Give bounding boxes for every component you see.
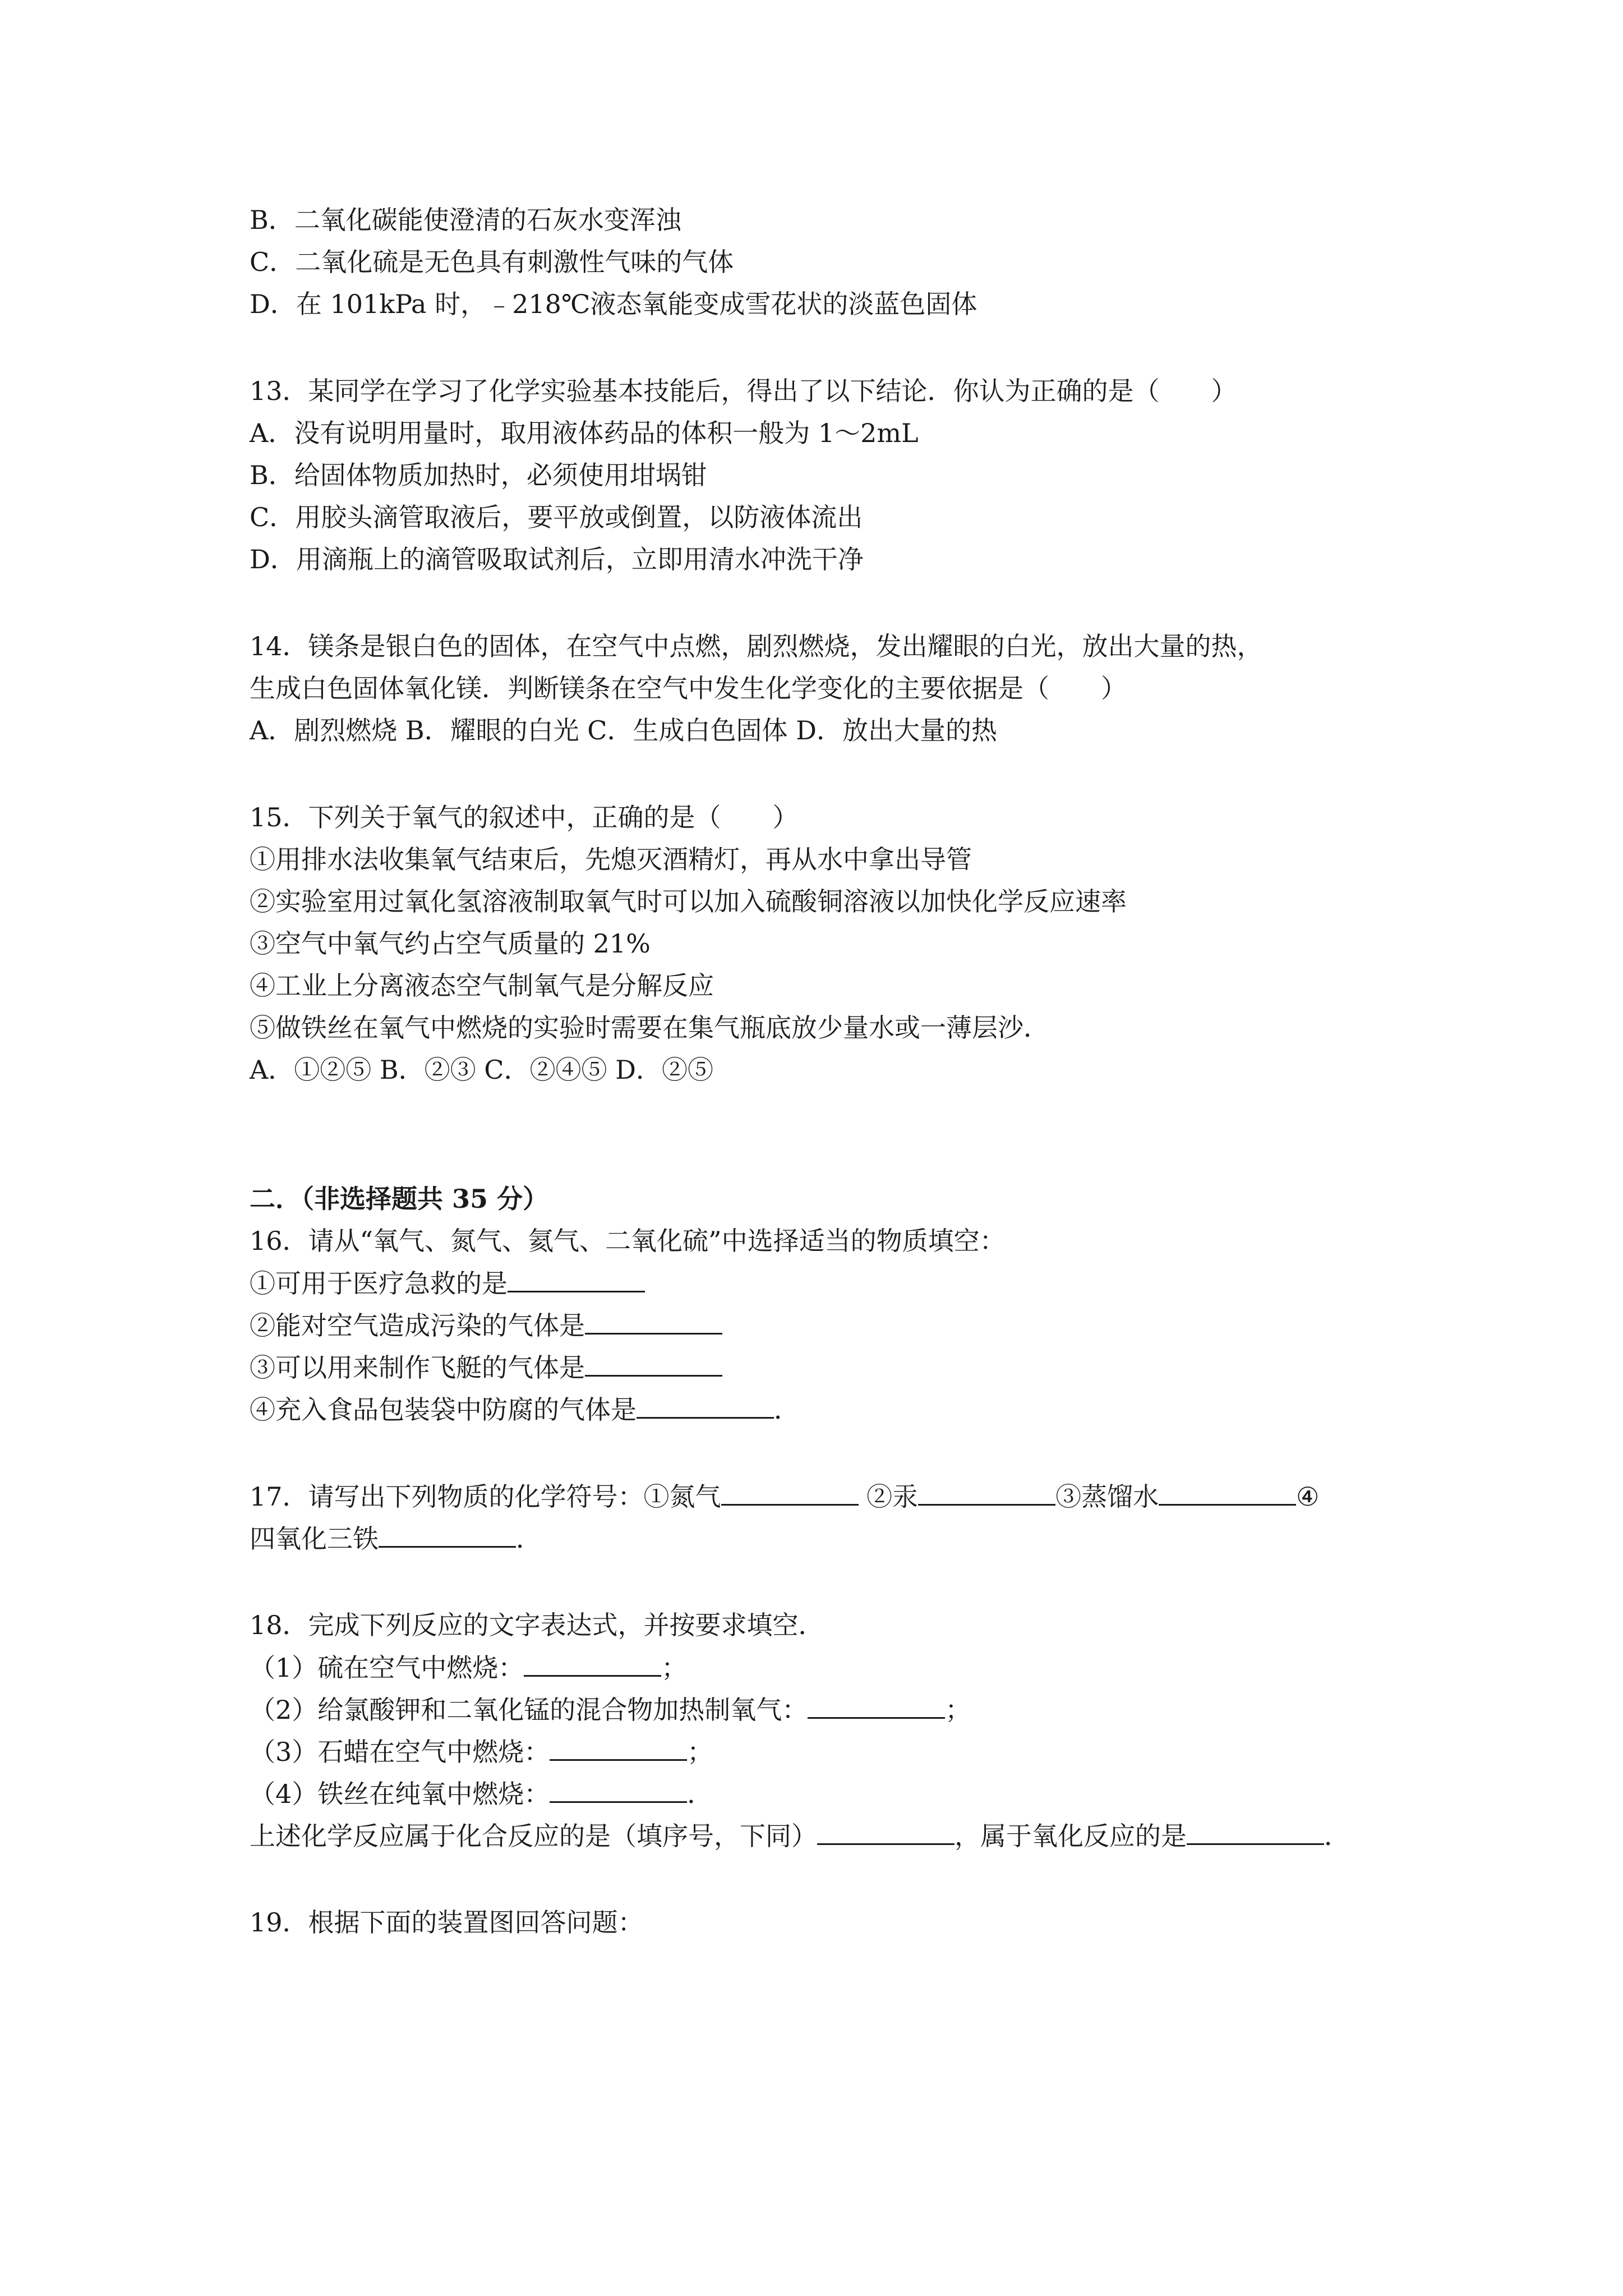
answer-blank[interactable] — [550, 1734, 687, 1761]
q18-item-4 — [250, 1777, 713, 1811]
q17-line2-label: 四氧化三铁 — [250, 1524, 379, 1554]
q18-summary-end: ． — [1324, 1821, 1350, 1851]
q17-part-3: ③蒸馏水 — [1055, 1481, 1159, 1512]
q16-item-4-label: ④充入食品包装袋中防腐的气体是 — [250, 1395, 637, 1425]
q16-stem: 16．请从“氧气、氮气、氦气、二氧化硫”中选择适当的物质填空： — [250, 1226, 1006, 1256]
q17-end-period: ． — [516, 1524, 542, 1554]
q15-statement-4: ④工业上分离液态空气制氧气是分解反应 — [250, 970, 714, 1001]
q13-stem: 13．某同学在学习了化学实验基本技能后，得出了以下结论．你认为正确的是（ ） — [250, 376, 1237, 406]
q18-item-2-end: ； — [945, 1695, 971, 1725]
q12-option-c: C．二氧化硫是无色具有刺激性气味的气体 — [250, 247, 734, 277]
answer-blank[interactable] — [550, 1777, 687, 1803]
q18-item-3-end: ； — [687, 1737, 713, 1767]
q14-stem-line2: 生成白色固体氧化镁．判断镁条在空气中发生化学变化的主要依据是（ ） — [250, 673, 1127, 703]
answer-blank[interactable] — [1159, 1479, 1296, 1506]
q13-option-c: C．用胶头滴管取液后，要平放或倒置，以防液体流出 — [250, 502, 863, 532]
q15-statement-1: ①用排水法收集氧气结束后，先熄灭酒精灯，再从水中拿出导管 — [250, 844, 972, 875]
q18-summary-part2: ，属于氧化反应的是 — [955, 1821, 1187, 1851]
q13-option-d: D．用滴瓶上的滴管吸取试剂后，立即用清水冲洗干净 — [250, 544, 864, 574]
answer-blank[interactable] — [808, 1692, 945, 1719]
q18-item-4-end: ． — [687, 1779, 713, 1809]
q17-part-4: ④ — [1296, 1481, 1320, 1512]
q12-option-b: B．二氧化碳能使澄清的石灰水变浑浊 — [250, 205, 681, 235]
q15-options: A．①②⑤ B．②③ C．②④⑤ D．②⑤ — [250, 1055, 713, 1085]
q13-option-b: B．给固体物质加热时，必须使用坩埚钳 — [250, 460, 707, 490]
answer-blank[interactable] — [1187, 1819, 1324, 1845]
q18-item-2-label: （2）给氯酸钾和二氧化锰的混合物加热制氧气： — [250, 1695, 808, 1725]
q15-statement-5: ⑤做铁丝在氧气中燃烧的实验时需要在集气瓶底放少量水或一薄层沙． — [250, 1013, 1049, 1043]
q17-part-2: ②汞 — [858, 1481, 919, 1512]
q17-stem: 17．请写出下列物质的化学符号：①氮气 — [250, 1481, 721, 1512]
answer-blank[interactable] — [524, 1650, 661, 1677]
answer-blank[interactable] — [721, 1479, 859, 1506]
q18-item-1-label: （1）硫在空气中燃烧： — [250, 1653, 524, 1683]
q17-line2 — [250, 1521, 542, 1556]
q19-stem: 19．根据下面的装置图回答问题： — [250, 1907, 644, 1938]
q16-end-period: ． — [774, 1395, 800, 1425]
q18-item-2 — [250, 1692, 971, 1727]
q15-statement-3: ③空气中氧气约占空气质量的 21% — [250, 928, 651, 959]
q16-item-2 — [250, 1308, 722, 1342]
section-heading: 二．（非选择题共 35 分） — [250, 1184, 549, 1214]
answer-blank[interactable] — [817, 1819, 955, 1845]
q18-item-3 — [250, 1734, 713, 1769]
q16-item-3-label: ③可以用来制作飞艇的气体是 — [250, 1352, 585, 1383]
q18-item-1-end: ； — [661, 1653, 688, 1683]
q15-statement-2: ②实验室用过氧化氢溶液制取氧气时可以加入硫酸铜溶液以加快化学反应速率 — [250, 886, 1127, 917]
q15-stem: 15．下列关于氧气的叙述中，正确的是（ ） — [250, 802, 799, 832]
answer-blank[interactable] — [918, 1479, 1055, 1506]
q16-item-1-label: ①可用于医疗急救的是 — [250, 1268, 508, 1299]
answer-blank[interactable] — [637, 1392, 774, 1419]
q18-item-3-label: （3）石蜡在空气中燃烧： — [250, 1737, 550, 1767]
q18-summary-part1: 上述化学反应属于化合反应的是（填序号，下同） — [250, 1821, 817, 1851]
q14-stem-line1: 14．镁条是银白色的固体，在空气中点燃，剧烈燃烧，发出耀眼的白光，放出大量的热， — [250, 631, 1263, 661]
q17-line1 — [250, 1479, 1319, 1513]
answer-blank[interactable] — [585, 1308, 722, 1335]
q12-option-d: D．在 101kPa 时，﹣218℃液态氧能变成雪花状的淡蓝色固体 — [250, 289, 978, 319]
q14-options: A．剧烈燃烧 B．耀眼的白光 C．生成白色固体 D．放出大量的热 — [250, 715, 997, 746]
q16-item-2-label: ②能对空气造成污染的气体是 — [250, 1310, 585, 1341]
answer-blank[interactable] — [508, 1266, 645, 1292]
answer-blank[interactable] — [379, 1521, 516, 1548]
answer-blank[interactable] — [585, 1350, 722, 1377]
q16-item-1 — [250, 1266, 645, 1300]
q16-item-4 — [250, 1392, 800, 1427]
q16-item-3 — [250, 1350, 722, 1384]
q18-item-4-label: （4）铁丝在纯氧中燃烧： — [250, 1779, 550, 1809]
q18-stem: 18．完成下列反应的文字表达式，并按要求填空． — [250, 1610, 824, 1640]
q18-item-1 — [250, 1650, 687, 1685]
q13-option-a: A．没有说明用量时，取用液体药品的体积一般为 1～2mL — [250, 418, 919, 448]
q18-summary — [250, 1819, 1350, 1853]
